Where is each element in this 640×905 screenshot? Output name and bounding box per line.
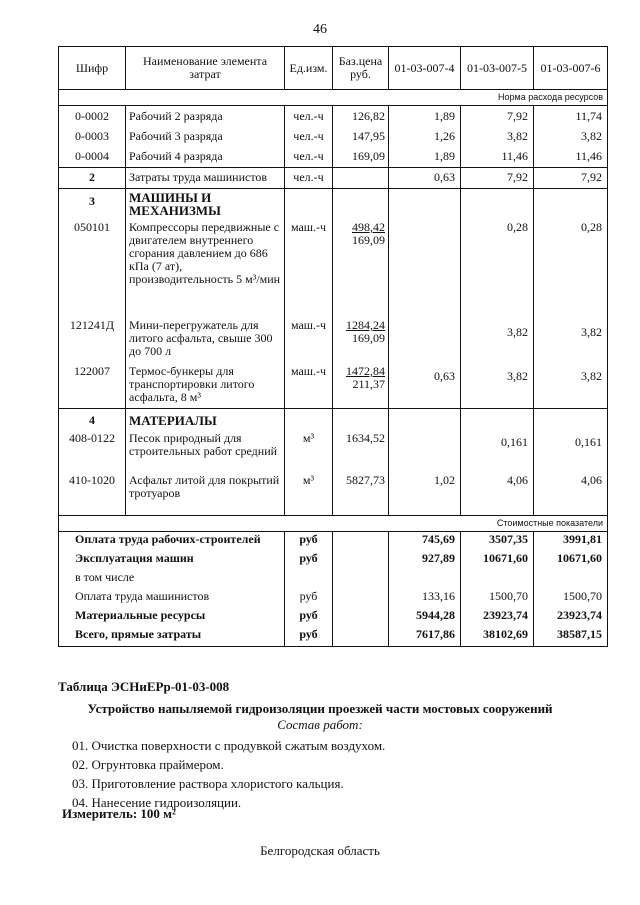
row-name: Термос-бункеры для транспортировки литого асфальта, 8 м³	[126, 364, 285, 409]
norm-label: Норма расхода ресурсов	[59, 90, 608, 106]
row-value-1	[389, 220, 461, 318]
price-bottom: 211,37	[352, 377, 385, 391]
row-code: 050101	[59, 220, 126, 318]
section-row	[59, 189, 608, 221]
total-unit	[285, 570, 333, 589]
header-col-2: 01-03-007-5	[461, 47, 534, 90]
total-row	[59, 570, 608, 589]
row-unit: маш.-ч	[285, 318, 333, 364]
row-code: 0-0003	[59, 127, 126, 147]
row-name: Затраты труда машинистов	[126, 168, 285, 189]
total-name: Оплата труда рабочих-строителей	[59, 532, 285, 552]
row-value-2: 7,92	[461, 168, 534, 189]
norm-label-row	[59, 90, 608, 106]
row-unit: м³	[285, 473, 333, 516]
row-unit: м³	[285, 431, 333, 473]
total-unit: руб	[285, 627, 333, 647]
table-row	[59, 220, 608, 318]
row-value-1	[389, 431, 461, 473]
section-code: 3	[59, 189, 126, 221]
list-item: 02. Огрунтовка праймером.	[72, 757, 224, 772]
row-value-2: 3,82	[461, 364, 534, 409]
row-unit: маш.-ч	[285, 220, 333, 318]
row-price	[333, 168, 389, 189]
total-value-2: 3507,35	[461, 532, 534, 552]
row-value-2: 3,82	[461, 318, 534, 364]
cost-label-row	[59, 516, 608, 532]
row-price: 169,09	[333, 147, 389, 168]
row-value-1: 0,63	[389, 364, 461, 409]
row-name: Рабочий 4 разряда	[126, 147, 285, 168]
row-code: 122007	[59, 364, 126, 409]
list-item: 01. Очистка поверхности с продувкой сжатым воздухом.	[72, 738, 386, 753]
row-name: Песок природный для строительных работ средний	[126, 431, 285, 473]
row-value-3: 11,74	[534, 106, 608, 128]
total-value-2: 10671,60	[461, 551, 534, 570]
table-row	[59, 431, 608, 473]
total-value-1: 133,16	[389, 589, 461, 608]
row-value-3: 3,82	[534, 364, 608, 409]
measure-unit: Измеритель: 100 м²	[62, 806, 176, 821]
total-value-1: 927,89	[389, 551, 461, 570]
row-unit: чел.-ч	[285, 168, 333, 189]
row-price: 147,95	[333, 127, 389, 147]
total-unit: руб	[285, 551, 333, 570]
table-row	[59, 147, 608, 168]
price-top: 498,42	[352, 220, 385, 234]
row-value-3: 0,161	[534, 431, 608, 473]
row-code: 0-0002	[59, 106, 126, 128]
total-name: Материальные ресурсы	[59, 608, 285, 627]
header-col-3: 01-03-007-6	[534, 47, 608, 90]
row-value-3: 3,82	[534, 127, 608, 147]
row-price: 126,82	[333, 106, 389, 128]
table-row	[59, 127, 608, 147]
row-price: 1634,52	[333, 431, 389, 473]
row-value-1: 1,02	[389, 473, 461, 516]
list-item: 04. Нанесение гидроизоляции.	[72, 795, 242, 810]
header-name: Наименование элемента затрат	[126, 47, 285, 90]
row-value-2: 4,06	[461, 473, 534, 516]
total-row	[59, 589, 608, 608]
total-unit: руб	[285, 532, 333, 552]
row-unit: маш.-ч	[285, 364, 333, 409]
row-unit: чел.-ч	[285, 127, 333, 147]
row-value-1: 1,89	[389, 106, 461, 128]
total-value-2	[461, 570, 534, 589]
table-row	[59, 106, 608, 128]
row-value-3: 3,82	[534, 318, 608, 364]
total-unit: руб	[285, 589, 333, 608]
table-subtitle: Устройство напыляемой гидроизоляции проезжей части мостовых сооружений	[87, 701, 553, 716]
table-row	[59, 364, 608, 409]
row-value-1	[389, 318, 461, 364]
row-value-2: 0,161	[461, 431, 534, 473]
total-value-3: 3991,81	[534, 532, 608, 552]
row-value-1: 1,89	[389, 147, 461, 168]
table-header-row	[59, 47, 608, 90]
total-row	[59, 532, 608, 552]
total-name: Эксплуатация машин	[59, 551, 285, 570]
row-unit: чел.-ч	[285, 147, 333, 168]
row-value-2: 0,28	[461, 220, 534, 318]
total-value-1: 745,69	[389, 532, 461, 552]
row-price: 5827,73	[333, 473, 389, 516]
row-price	[333, 220, 389, 318]
header-code: Шифр	[59, 47, 126, 90]
row-code: 0-0004	[59, 147, 126, 168]
total-name: Всего, прямые затраты	[59, 627, 285, 647]
price-top: 1284,24	[346, 318, 385, 332]
row-code: 2	[59, 168, 126, 189]
total-value-1: 5944,28	[389, 608, 461, 627]
works-list	[72, 736, 385, 812]
region-footer: Белгородская область	[260, 843, 380, 858]
table-title: Таблица ЭСНиЕРр-01-03-008	[58, 679, 230, 694]
total-row	[59, 608, 608, 627]
row-price	[333, 364, 389, 409]
works-title: Состав работ:	[277, 717, 363, 732]
total-value-1	[389, 570, 461, 589]
total-value-3: 10671,60	[534, 551, 608, 570]
total-name: Оплата труда машинистов	[59, 589, 285, 608]
total-value-3	[534, 570, 608, 589]
row-name: Рабочий 2 разряда	[126, 106, 285, 128]
total-name: в том числе	[59, 570, 285, 589]
row-value-2: 7,92	[461, 106, 534, 128]
section-row	[59, 409, 608, 432]
row-unit: чел.-ч	[285, 106, 333, 128]
total-value-2: 38102,69	[461, 627, 534, 647]
row-name: Компрессоры передвижные с двигателем внутреннего сгорания давлением до 686 кПа (7 ат), производительность 5 м³/мин	[126, 220, 285, 318]
row-name: Асфальт литой для покрытий тротуаров	[126, 473, 285, 516]
table-row	[59, 473, 608, 516]
page-number: 46	[313, 22, 327, 37]
total-row	[59, 551, 608, 570]
row-value-1: 1,26	[389, 127, 461, 147]
total-value-2: 1500,70	[461, 589, 534, 608]
section-title: МАШИНЫ И МЕХАНИЗМЫ	[126, 189, 285, 221]
price-bottom: 169,09	[352, 233, 385, 247]
price-bottom: 169,09	[352, 331, 385, 345]
row-value-1: 0,63	[389, 168, 461, 189]
row-value-3: 7,92	[534, 168, 608, 189]
total-value-3: 38587,15	[534, 627, 608, 647]
row-name: Мини-перегружатель для литого асфальта, свыше 300 до 700 л	[126, 318, 285, 364]
resource-norms-table	[58, 46, 608, 647]
total-value-1: 7617,86	[389, 627, 461, 647]
header-col-1: 01-03-007-4	[389, 47, 461, 90]
row-price	[333, 318, 389, 364]
header-price: Баз.цена руб.	[333, 47, 389, 90]
list-item: 03. Приготовление раствора хлористого кальция.	[72, 776, 344, 791]
section-code: 4	[59, 409, 126, 432]
row-code: 408-0122	[59, 431, 126, 473]
row-code: 410-1020	[59, 473, 126, 516]
total-value-3: 23923,74	[534, 608, 608, 627]
row-code: 121241Д	[59, 318, 126, 364]
total-value-2: 23923,74	[461, 608, 534, 627]
header-unit: Ед.изм.	[285, 47, 333, 90]
total-value-3: 1500,70	[534, 589, 608, 608]
row-name: Рабочий 3 разряда	[126, 127, 285, 147]
row-value-3: 0,28	[534, 220, 608, 318]
row-value-3: 11,46	[534, 147, 608, 168]
table-row	[59, 168, 608, 189]
table-row	[59, 318, 608, 364]
total-row	[59, 627, 608, 647]
total-unit: руб	[285, 608, 333, 627]
row-value-2: 11,46	[461, 147, 534, 168]
row-value-3: 4,06	[534, 473, 608, 516]
cost-label: Стоимостные показатели	[59, 516, 608, 532]
price-top: 1472,84	[346, 364, 385, 378]
section-title: МАТЕРИАЛЫ	[126, 409, 285, 432]
row-value-2: 3,82	[461, 127, 534, 147]
